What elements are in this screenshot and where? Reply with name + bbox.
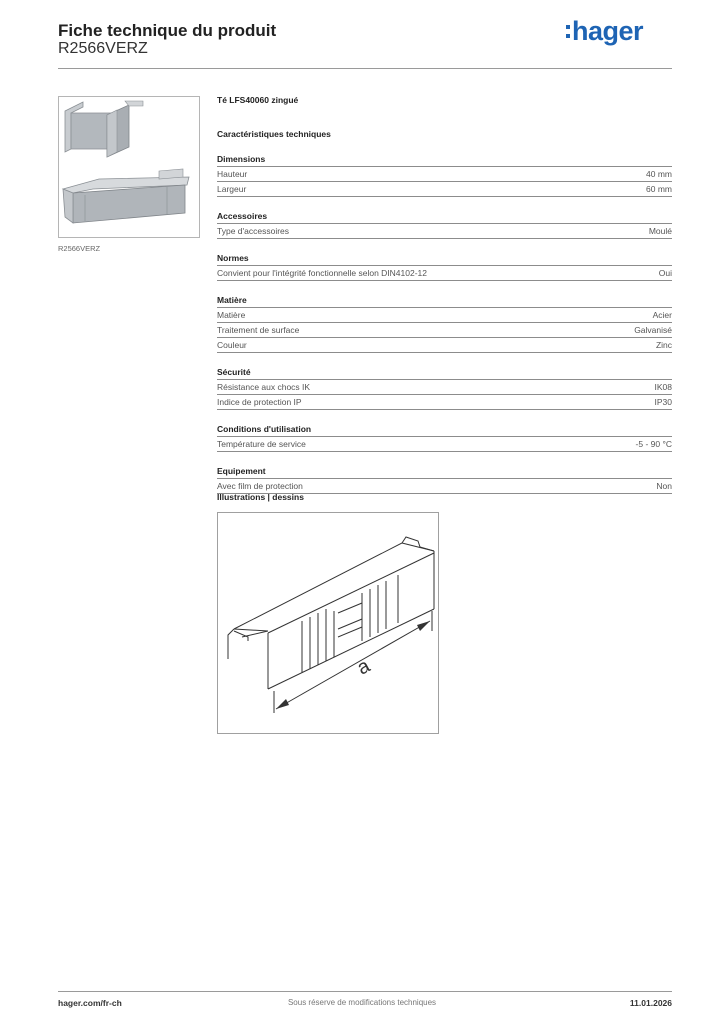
spec-row (217, 437, 672, 452)
section-title: Dimensions (217, 152, 672, 167)
spec-value: Moulé (648, 226, 672, 236)
spec-value: IP30 (654, 397, 672, 407)
spec-label: Hauteur (217, 169, 248, 179)
spec-value: IK08 (654, 382, 672, 392)
technical-drawing (217, 512, 439, 734)
product-photo-image (59, 97, 199, 237)
section-dimensions (217, 152, 672, 197)
spec-value: 40 mm (646, 169, 672, 179)
spec-label: Type d'accessoires (217, 226, 290, 236)
product-reference: R2566VERZ (58, 40, 148, 57)
header-divider (58, 68, 672, 69)
spec-row (217, 338, 672, 353)
spec-label: Convient pour l'intégrité fonctionnelle selon DIN4102-12 (217, 268, 428, 278)
section-normes (217, 251, 672, 281)
spec-value: Acier (652, 310, 672, 320)
footer-date: 11.01.2026 (629, 998, 672, 1008)
technical-drawing-image (218, 513, 438, 733)
spec-value: Non (656, 481, 672, 491)
footer-divider (58, 991, 672, 992)
section-title: Equipement (217, 464, 672, 479)
page-title: Fiche technique du produit (58, 21, 277, 40)
spec-label: Couleur (217, 340, 247, 350)
spec-label: Matière (217, 310, 246, 320)
spec-panel (217, 94, 672, 494)
section-title: Matière (217, 293, 672, 308)
hager-logo (566, 16, 658, 50)
spec-row (217, 182, 672, 197)
section-matiere (217, 293, 672, 353)
section-securite (217, 365, 672, 410)
tech-heading: Caractéristiques techniques (217, 129, 331, 139)
spec-label: Traitement de surface (217, 325, 300, 335)
spec-row (217, 323, 672, 338)
spec-value: Galvanisé (634, 325, 672, 335)
section-title: Sécurité (217, 365, 672, 380)
section-equipement (217, 464, 672, 494)
section-title: Normes (217, 251, 672, 266)
section-conditions (217, 422, 672, 452)
spec-row (217, 308, 672, 323)
spec-label: Température de service (217, 439, 306, 449)
spec-row (217, 380, 672, 395)
section-title: Accessoires (217, 209, 672, 224)
footer-disclaimer: Sous réserve de modifications techniques (287, 998, 437, 1007)
spec-value: Zinc (655, 340, 672, 350)
spec-value: -5 - 90 °C (635, 439, 672, 449)
spec-label: Indice de protection IP (217, 397, 302, 407)
spec-label: Largeur (217, 184, 247, 194)
spec-value: 60 mm (646, 184, 672, 194)
spec-row (217, 266, 672, 281)
spec-row (217, 395, 672, 410)
illustrations-title: Illustrations | dessins (217, 492, 304, 502)
logo-text: hager (572, 16, 644, 46)
spec-row (217, 167, 672, 182)
section-accessoires (217, 209, 672, 239)
product-name: Té LFS40060 zingué (217, 95, 299, 105)
product-photo (58, 96, 200, 238)
spec-value: Oui (658, 268, 672, 278)
spec-label: Avec film de protection (217, 481, 303, 491)
photo-caption: R2566VERZ (58, 244, 101, 253)
dimension-label: a (353, 654, 374, 680)
spec-label: Résistance aux chocs IK (217, 382, 311, 392)
footer-website-link[interactable]: hager.com/fr-ch (58, 998, 122, 1008)
spec-row (217, 224, 672, 239)
section-title: Conditions d'utilisation (217, 422, 672, 437)
